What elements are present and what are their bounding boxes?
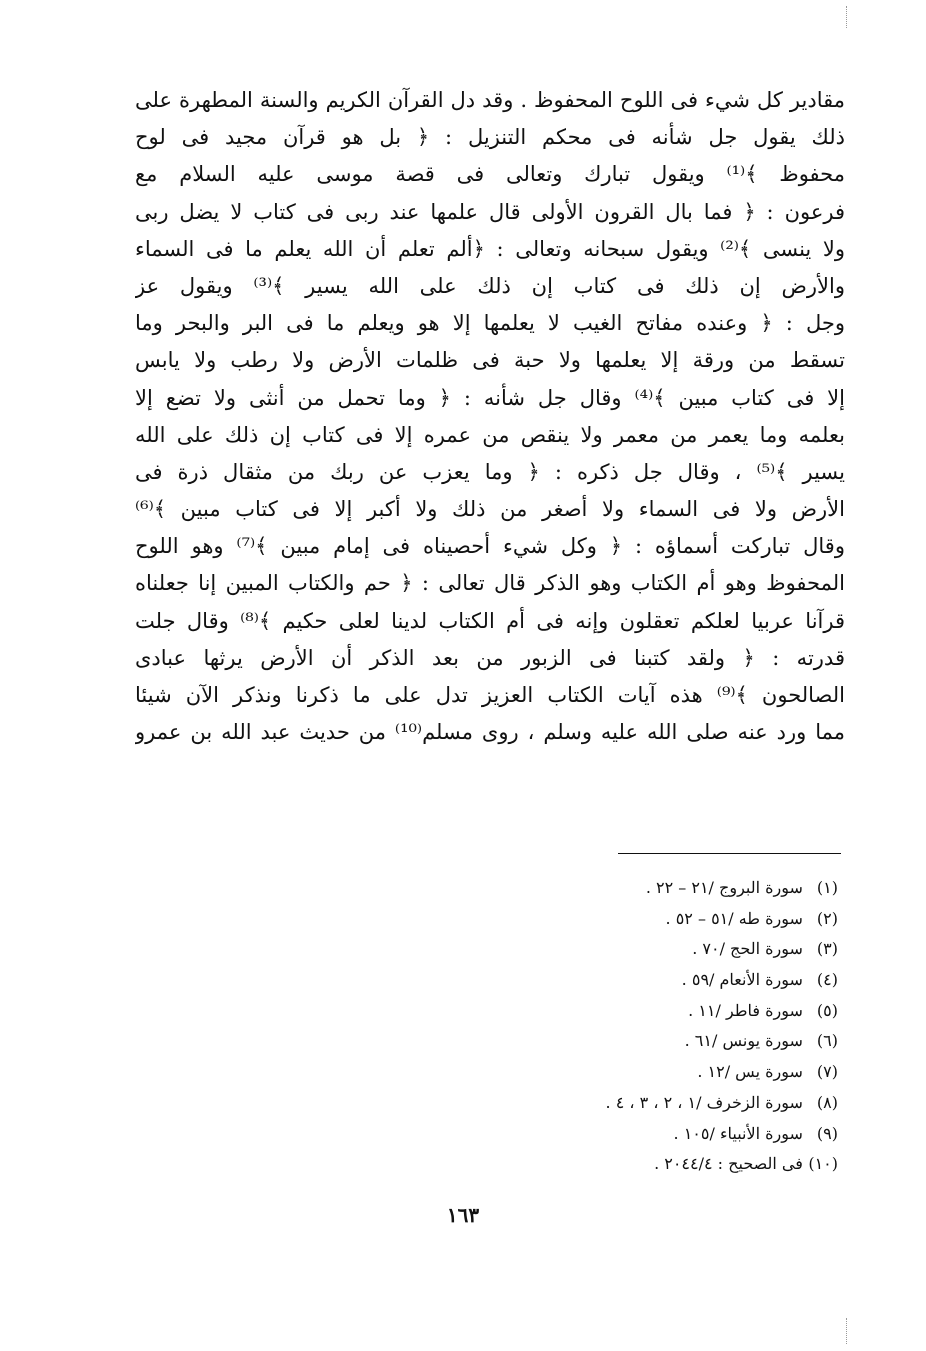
footnote-text: سورة يس /١٢ . xyxy=(697,1062,803,1082)
footnote-number: (٣) xyxy=(816,939,838,959)
footnote-number: (٢) xyxy=(816,908,838,928)
text-line: مقادير كل شيء فى اللوح المحفوظ . وقد دل القرآن الكريم والسنة المطهرة على xyxy=(135,88,845,112)
footnote-number: (٩) xyxy=(816,1123,838,1143)
text-line: قدرته : ﴿ ولقد كتبنا فى الزبور من بعد الذكر أن الأرض يرثها عبادى xyxy=(135,645,845,670)
footnote-item xyxy=(458,1057,838,1088)
text-line: الأرض ولا فى السماء ولا أصغر من ذلك ولا أكبر إلا فى كتاب مبين ﴾⁽⁶⁾ xyxy=(135,497,845,522)
footnote-text: سورة الأنبياء /١٠٥ . xyxy=(673,1123,803,1143)
text-line: قرآنا عربيا لعلكم تعقلون وإنه فى أم الكتاب لدينا لعلى حكيم ﴾⁽⁸⁾ وقال جلت xyxy=(135,608,845,633)
text-line: والأرض إن ذلك فى كتاب إن ذلك على الله يسير ﴾⁽³⁾ ويقول عز xyxy=(135,273,845,298)
page-number: ١٦٣ xyxy=(446,1203,480,1227)
text-line: الصالحون ﴾⁽⁹⁾ هذه آيات الكتاب العزيز تدل على ما ذكرنا ونذكر الآن شيئا xyxy=(135,683,845,707)
text-line: محفوظ ﴾⁽¹⁾ ويقول تبارك وتعالى فى قصة موسى عليه السلام مع xyxy=(135,162,845,187)
footnote-text: سورة الزخرف /١ ، ٢ ، ٣ ، ٤ . xyxy=(605,1092,803,1112)
text-line: تسقط من ورقة إلا يعلمها ولا حبة فى ظلمات الأرض ولا رطب ولا يابس xyxy=(135,348,845,373)
footnote-item xyxy=(458,1119,838,1150)
footnote-item xyxy=(458,904,838,935)
text-line: مما ورد عنه صلى الله عليه وسلم ، روى مسلم⁽¹⁰⁾ من حديث عبد الله بن عمرو xyxy=(135,720,845,745)
footnote-text: سورة يونس /٦١ . xyxy=(684,1031,803,1051)
text-line: يسير ﴾⁽⁵⁾ ، وقال جل ذكره : ﴿ وما يعزب عن ربك من مثقال ذرة فى xyxy=(135,459,845,484)
footnote-number: (١) xyxy=(816,878,838,897)
footnote-item xyxy=(458,1026,838,1057)
text-line: ذلك يقول جل شأنه فى محكم التنزيل : ﴿ بل هو قرآن مجيد فى لوح xyxy=(135,125,845,150)
footnote-separator xyxy=(618,853,841,854)
footnote-item xyxy=(458,965,838,996)
main-text xyxy=(135,82,845,751)
text-line: إلا فى كتاب مبين ﴾⁽⁴⁾ وقال جل شأنه : ﴿ وما تحمل من أنثى ولا تضع إلا xyxy=(135,385,845,410)
footnote-number: (٥) xyxy=(816,1000,838,1020)
footnote-item xyxy=(458,996,838,1027)
text-line: ولا ينسى ﴾⁽²⁾ ويقول سبحانه وتعالى : ﴿ألم تعلم أن الله يعلم ما فى السماء xyxy=(135,236,845,261)
footnote-number: (٤) xyxy=(816,970,838,990)
footnote-text: سورة فاطر /١١ . xyxy=(688,1000,803,1020)
footnote-text: سورة الأنعام /٥٩ . xyxy=(681,970,803,990)
footnote-item xyxy=(458,873,838,904)
text-line: وقال تباركت أسماؤه : ﴿ وكل شيء أحصيناه فى إمام مبين ﴾⁽⁷⁾ وهو اللوح xyxy=(135,534,845,559)
footnote-number: (١٠) xyxy=(808,1154,838,1174)
footnote-number: (٧) xyxy=(816,1062,838,1082)
footnote-text: سورة البروج /٢١ – ٢٢ . xyxy=(645,878,803,897)
text-line: وجل : ﴿ وعنده مفاتح الغيب لا يعلمها إلا هو ويعلم ما فى البر والبحر وما xyxy=(135,311,845,336)
footnote-number: (٨) xyxy=(816,1092,838,1112)
text-line: المحفوظ وهو أم الكتاب وهو الذكر قال تعالى : ﴿ حم والكتاب المبين إنا جعلناه xyxy=(135,571,845,596)
footnote-item xyxy=(458,1088,838,1119)
footnote-item xyxy=(458,934,838,965)
footnote-text: سورة طه /٥١ – ٥٢ . xyxy=(665,908,803,928)
footnote-text: سورة الحج /٧٠ . xyxy=(692,939,803,959)
footnote-number: (٦) xyxy=(816,1031,838,1051)
text-line: بعلمه وما يعمر من معمر ولا ينقص من عمره إلا فى كتاب إن ذلك على الله xyxy=(135,422,845,447)
text-line: فرعون : ﴿ فما بال القرون الأولى قال علمها عند ربى فى كتاب لا يضل ربى xyxy=(135,199,845,224)
footnotes-list xyxy=(458,873,838,1180)
scan-edge-mark-top xyxy=(846,6,847,28)
footnote-text: فى الصحيح : ٢٠٤٤/٤ . xyxy=(654,1154,803,1174)
footnote-item xyxy=(458,1149,838,1180)
scan-edge-mark-bottom xyxy=(846,1318,847,1344)
